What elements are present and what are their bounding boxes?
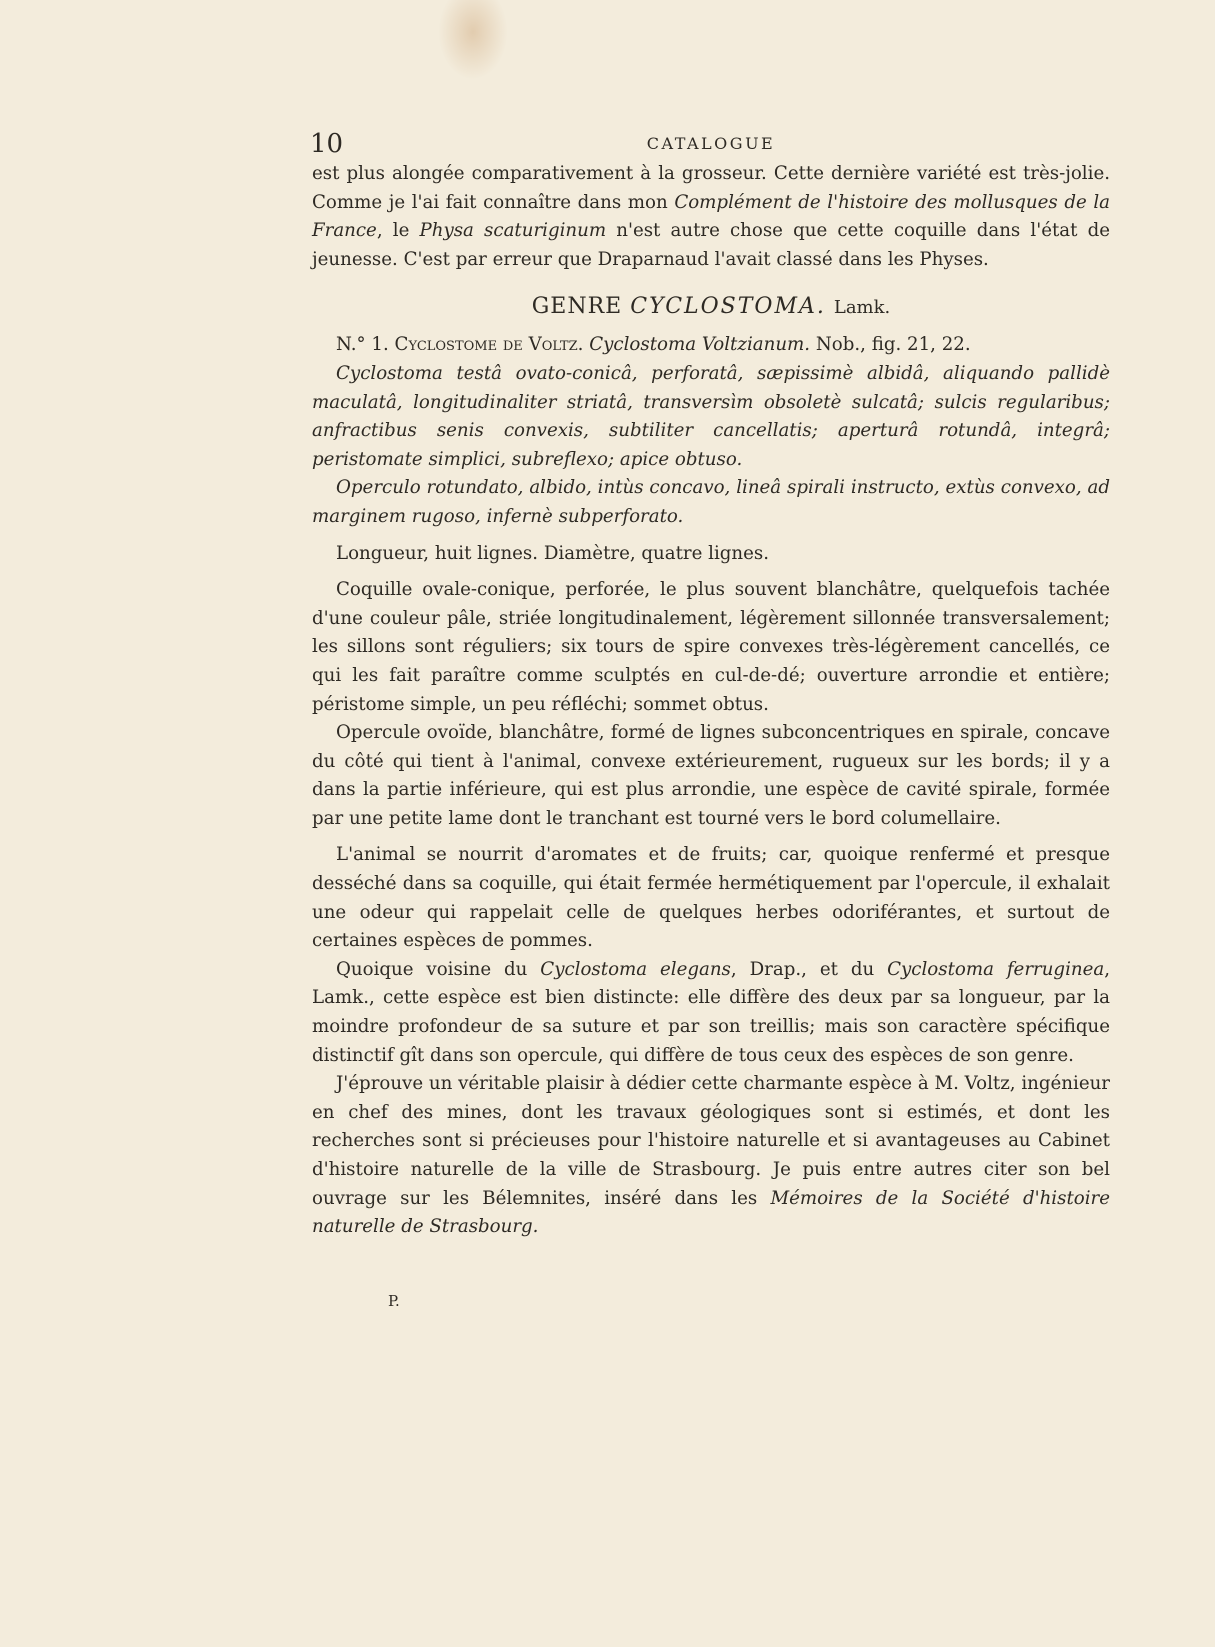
latin-description-operculum: Operculo rotundato, albido, intùs concavo, lineâ spirali instructo, extùs convexo, ad marginem rugoso, infernè subperforato.: [312, 477, 1110, 527]
page-body: [312, 128, 1110, 1242]
paragraph-opercule: Opercule ovoïde, blanchâtre, formé de lignes subconcentriques en spirale, concave du côté qui tient à l'animal, convexe extérieurement, rugueux sur les bords; il y a dans la partie inférieure, qui est plus arrondie, une espèce de cavité spirale, formée par une petite lame dont le tranchant est tourné vers le bord columellaire.: [312, 722, 1110, 829]
paper-stain: [438, 0, 508, 80]
page-number: 10: [310, 129, 344, 159]
signature-mark: P.: [388, 1292, 400, 1310]
species-heading: N.° 1. Cyclostome de Voltz. Cyclostoma Voltzianum. Nob., fig. 21, 22.: [336, 334, 971, 356]
paragraph-animal: L'animal se nourrit d'aromates et de fruits; car, quoique renfermé et presque desséché dans sa coquille, qui était fermée hermétiquement par l'opercule, il exhalait une odeur qui rappelait celle de quelques herbes odoriférantes, et surtout de certaines espèces de pommes.: [312, 844, 1110, 952]
paragraph-continued: est plus alongée comparativement à la grosseur. Cette dernière variété est très-jolie. Comme je l'ai fait connaître dans mon Complément de l'histoire des mollusques de la France, le Physa scaturiginum n'est autre chose que cette coquille dans l'état de jeunesse. C'est par erreur que Draparnaud l'avait classé dans les Physes.: [312, 163, 1111, 270]
paragraph-dedication: J'éprouve un véritable plaisir à dédier cette charmante espèce à M. Voltz, ingénieur en chef des mines, dont les travaux géologiques sont si estimés, et dont les recherches sont si précieuses pour l'histoire naturelle et si avantageuses au Cabinet d'histoire naturelle de la ville de Strasbourg. Je puis entre autres citer son bel ouvrage sur les Bélemnites, inséré dans les Mémoires de la Société d'histoire naturelle de Strasbourg.: [312, 1073, 1110, 1238]
running-title: CATALOGUE: [646, 134, 776, 153]
paragraph-coquille: Coquille ovale-conique, perforée, le plus souvent blanchâtre, quelquefois tachée d'une couleur pâle, striée longitudinalement, légèrement sillonnée transversalement; les sillons sont réguliers; six tours de spire convexes très-légèrement cancellés, ce qui les fait paraître comme sculptés en cul-de-dé; ouverture arrondie et entière; péristome simple, un peu réfléchi; sommet obtus.: [312, 579, 1110, 715]
dimensions-text: Longueur, huit lignes. Diamètre, quatre lignes.: [336, 542, 770, 564]
latin-description-shell: Cyclostoma testâ ovato-conicâ, perforatâ, sæpissimè albidâ, aliquando pallidè maculatâ, longitudinaliter striatâ, transversìm obsoletè sulcatâ; sulcis regularibus; anfractibus senis convexis, subtiliter cancellatis; aperturâ rotundâ, integrâ; peristomate simplici, subreflexo; apice obtuso.: [312, 362, 1110, 470]
page-header: [312, 128, 1110, 160]
genus-heading: GENRE CYCLOSTOMA. Lamk.: [531, 294, 891, 320]
paragraph-comparison: Quoique voisine du Cyclostoma elegans, Drap., et du Cyclostoma ferruginea, Lamk., cette espèce est bien distincte: elle diffère des deux par sa longueur, par la moindre profondeur de sa suture et par son treillis; mais son caractère spécifique distinctif gît dans son opercule, qui diffère de tous ceux des espèces de son genre.: [312, 958, 1111, 1066]
